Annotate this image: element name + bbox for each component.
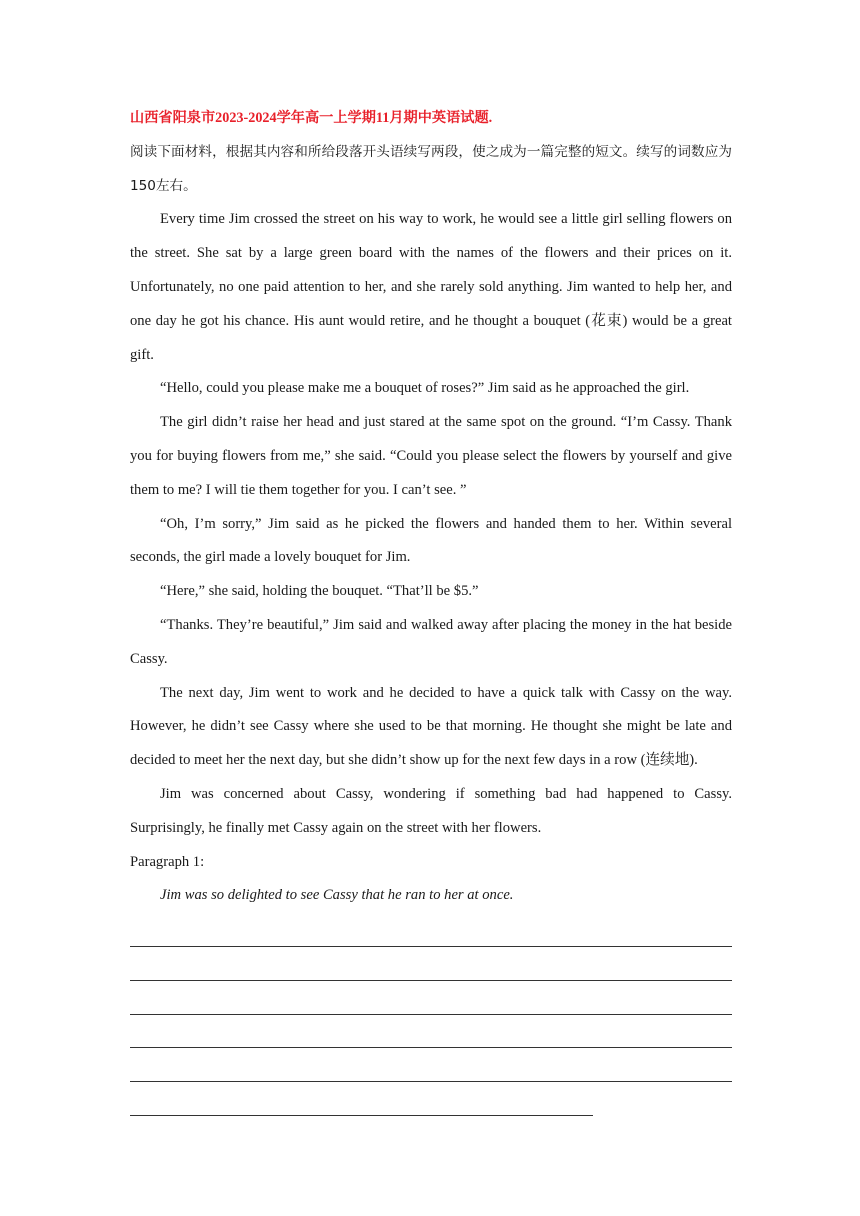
paragraph-1-prompt: Jim was so delighted to see Cassy that he ran to her at once. (160, 887, 514, 904)
answer-line[interactable] (130, 981, 732, 1015)
answer-line[interactable] (130, 1015, 732, 1049)
story-paragraph-7: The next day, Jim went to work and he decided to have a quick talk with Cassy on the way. However, he didn’t see Cassy where she used to be that morning. He thought she might be late and decided to meet her the next day, but she didn’t show up for the next few days in a row (连续地). (130, 684, 732, 769)
story-paragraph-3: The girl didn’t raise her head and just stared at the same spot on the ground. “I’m Cassy. Thank you for buying flowers from me,” she said. “Could you please select the flowers by yourself and give them to me? I will tie them together for you. I can’t see. ” (130, 414, 732, 498)
answer-line[interactable] (130, 1048, 732, 1082)
answer-area[interactable] (130, 913, 732, 1116)
document-title: 山西省阳泉市2023-2024学年高一上学期11月期中英语试题. (130, 110, 493, 126)
story-paragraph-4: “Oh, I’m sorry,” Jim said as he picked the flowers and handed them to her. Within several seconds, the girl made a lovely bouquet for Jim. (130, 515, 732, 566)
paragraph-1-label: Paragraph 1: (130, 853, 205, 870)
story-paragraph-1: Every time Jim crossed the street on his way to work, he would see a little girl selling flowers on the street. She sat by a large green board with the names of the flowers and their prices on it. Unfortunately, no one paid attention to her, and she rarely sold anything. Jim wanted to help her, and one day he got his chance. His aunt would retire, and he thought a bouquet (花束) would be a great gift. (130, 211, 732, 363)
answer-line[interactable] (130, 947, 732, 981)
story-paragraph-5: “Here,” she said, holding the bouquet. “That’ll be $5.” (160, 583, 479, 600)
instructions: 阅读下面材料，根据其内容和所给段落开头语续写两段，使之成为一篇完整的短文。续写的词数应为150左右。 (130, 143, 732, 194)
story-paragraph-8: Jim was concerned about Cassy, wondering if something bad had happened to Cassy. Surprisingly, he finally met Cassy again on the street with her flowers. (130, 785, 732, 836)
document-page (130, 102, 732, 1116)
story-paragraph-2: “Hello, could you please make me a bouquet of roses?” Jim said as he approached the girl. (160, 380, 690, 397)
story-paragraph-6: “Thanks. They’re beautiful,” Jim said and walked away after placing the money in the hat beside Cassy. (130, 616, 732, 667)
answer-line[interactable] (130, 913, 732, 947)
answer-line[interactable] (130, 1082, 593, 1116)
